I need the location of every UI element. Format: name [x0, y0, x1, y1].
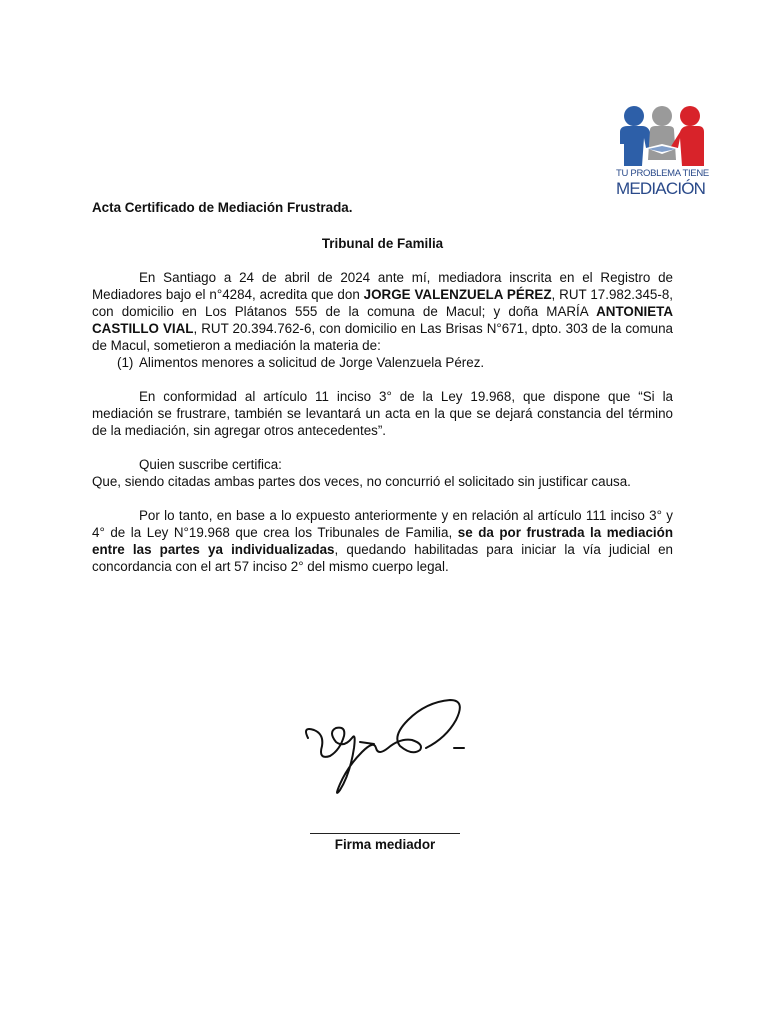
people-logo-icon	[616, 104, 708, 170]
paragraph-parties: En Santiago a 24 de abril de 2024 ante mí, mediadora inscrita en el Registro de Mediadores bajo el n°4284, acredita que don JORGE VALENZUELA PÉREZ, RUT 17.982.345-8, con domicilio en Los Plátanos 555 de la comuna de Macul; y doña MARÍA ANTONIETA CASTILLO VIAL, RUT 20.394.762-6, con domicilio en Las Brisas N°671, dpto. 303 de la comuna de Macul, sometieron a mediación la materia de:	[92, 270, 674, 353]
list-item-text: Alimentos menores a solicitud de Jorge Valenzuela Pérez.	[139, 355, 485, 370]
party-name-1: JORGE VALENZUELA PÉREZ	[363, 287, 552, 302]
paragraph-certifies: Quien suscribe certifica:	[139, 457, 282, 472]
paragraph-certification-text: Que, siendo citadas ambas partes dos veces, no concurrió el solicitado sin justificar causa.	[92, 474, 631, 489]
paragraph-legal-basis: En conformidad al artículo 11 inciso 3° de la Ley 19.968, que dispone que “Si la mediación se frustrare, también se levantará un acta en la que se dejará constancia del término de la mediación, sin agregar otros antecedentes”.	[92, 389, 673, 438]
document-title: Acta Certificado de Mediación Frustrada.	[92, 200, 353, 215]
document-body	[92, 199, 673, 575]
list-item-number: (1)	[117, 355, 134, 370]
list-item	[92, 354, 673, 371]
signature-label: Firma mediador	[334, 837, 436, 852]
court-heading: Tribunal de Familia	[321, 236, 444, 251]
conclusion-emphasis: se da por frustrada la mediación entre las partes ya individualizadas	[92, 525, 674, 557]
paragraph-conclusion: Por lo tanto, en base a lo expuesto anteriormente y en relación al artículo 111 inciso 3° y 4° de la Ley N°19.968 que crea los Tribunales de Familia, se da por frustrada la mediación entre las partes ya individualizadas, quedando habilitadas para iniciar la vía judicial en concordancia con el art 57 inciso 2° del mismo cuerpo legal.	[92, 508, 674, 574]
mediacion-logo	[612, 104, 716, 200]
logo-tagline: TU PROBLEMA TIENE	[616, 168, 709, 179]
logo-wordmark: MEDIACIÓN	[616, 179, 706, 198]
handwritten-signature	[300, 686, 470, 801]
signature-line	[310, 833, 460, 834]
party-name-2: ANTONIETA CASTILLO VIAL	[92, 304, 673, 336]
